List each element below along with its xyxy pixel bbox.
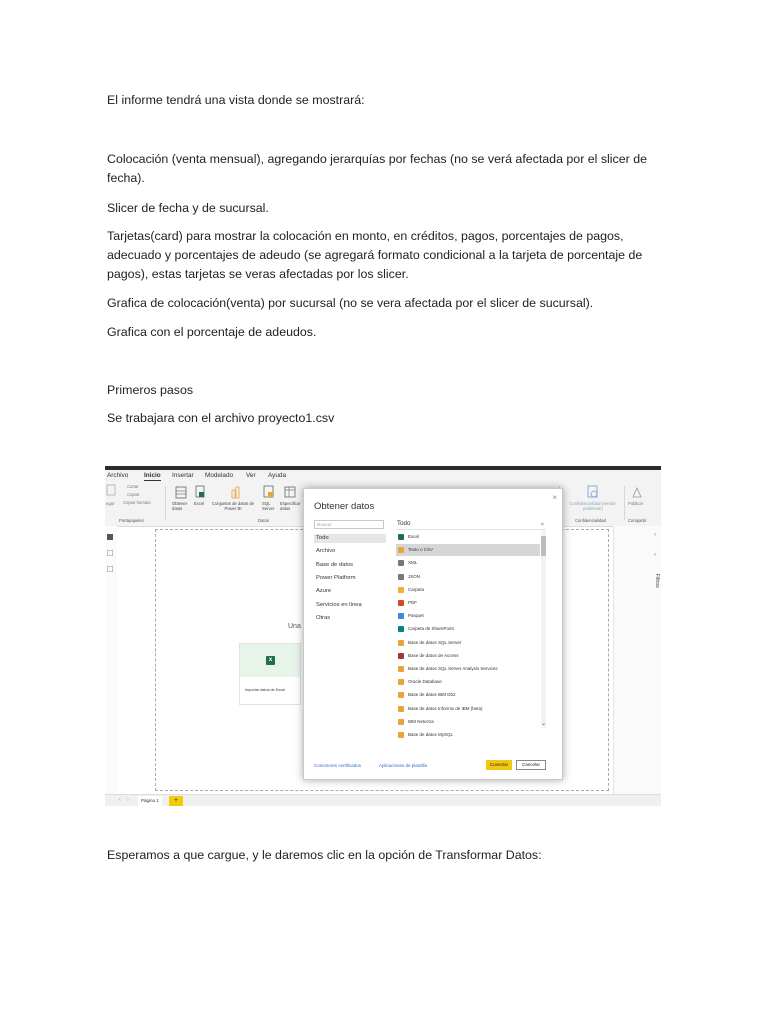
cut-button[interactable]: Cortar [127, 484, 139, 489]
paragraph-grafica-adeudos: Grafica con el porcentaje de adeudos. [107, 325, 317, 339]
sensitivity-icon[interactable] [587, 485, 599, 499]
excel-label[interactable]: Excel [194, 501, 205, 506]
expand-filters-icon[interactable]: ‹ [654, 552, 656, 558]
analysis-services-icon [398, 666, 404, 672]
category-item[interactable]: Azure [316, 588, 332, 595]
menu-modelado[interactable]: Modelado [205, 472, 234, 479]
sensitivity-group-label: Confidencialidad [575, 518, 606, 523]
column-header: Todo [397, 520, 411, 527]
data-source-item[interactable] [396, 597, 540, 609]
access-icon [398, 653, 404, 659]
data-source-item[interactable] [396, 623, 540, 635]
data-source-item[interactable] [396, 531, 540, 543]
category-item[interactable]: Todo [314, 534, 386, 543]
data-source-label: Excel [408, 534, 420, 539]
template-apps-link[interactable]: Aplicaciones de plantilla [379, 763, 428, 768]
powerbi-screenshot [105, 466, 661, 806]
data-source-label: Base de datos Informix de IBM (beta) [408, 705, 483, 711]
dialog-title: Obtener datos [314, 501, 375, 512]
share-group-label: Compartir [628, 518, 647, 523]
folder-icon [398, 587, 404, 593]
paragraph-grafica-sucursal: Grafica de colocación(venta) por sucursal (no se vera afectada por el slicer de sucursal). [107, 296, 594, 310]
paste-label: egar [106, 501, 115, 506]
database-icon [398, 692, 404, 698]
filters-label[interactable]: Filtros [654, 574, 660, 588]
page-tabs-bar [105, 794, 661, 806]
view-switcher [105, 526, 117, 796]
data-source-label: Carpeta [408, 586, 425, 592]
certified-connectors-link[interactable]: Conectores certificados [314, 763, 362, 768]
scroll-up-icon[interactable]: ^ [541, 523, 544, 529]
scrollbar-thumb[interactable] [541, 536, 546, 556]
data-source-item[interactable] [396, 703, 540, 715]
data-source-label: Base de datos SQL Server Analysis Services [408, 666, 498, 671]
get-data-label[interactable]: Obtener datos [172, 501, 188, 511]
data-source-item[interactable] [396, 716, 540, 728]
table-view-icon[interactable] [107, 550, 113, 556]
menu-bar [105, 470, 661, 482]
search-input[interactable]: Buscar [314, 520, 384, 529]
database-icon [398, 732, 404, 738]
enter-data-label[interactable]: Especificar datos [280, 501, 301, 511]
excel-ribbon-icon[interactable] [195, 485, 205, 499]
text-csv-icon [398, 547, 404, 553]
category-item[interactable]: Base de datos [316, 561, 354, 568]
prev-page-icon[interactable]: ‹ [119, 797, 121, 803]
data-source-label: Parquet [408, 613, 424, 619]
database-icon [398, 719, 404, 725]
publish-button[interactable]: Publicar [628, 501, 644, 506]
data-group-label: Datos [258, 518, 269, 523]
menu-ayuda[interactable]: Ayuda [268, 472, 287, 479]
paragraph-primeros-pasos: Primeros pasos [107, 383, 194, 397]
menu-archivo[interactable]: Archivo [107, 472, 129, 479]
format-painter-button[interactable]: Copiar formato [123, 500, 151, 505]
data-source-item[interactable] [396, 729, 540, 741]
connect-button[interactable]: Conectar [486, 760, 512, 770]
database-icon [398, 640, 404, 646]
menu-insertar[interactable]: Insertar [172, 472, 194, 479]
category-item[interactable]: Servicios en línea [316, 601, 362, 608]
scrollbar[interactable] [541, 523, 547, 728]
data-source-label: Texto o CSV [408, 547, 434, 553]
collapse-icon[interactable]: ‹ [654, 532, 656, 538]
data-source-label: Carpeta de SharePoint [408, 626, 454, 632]
category-item[interactable]: Power Platform [316, 574, 356, 581]
powerbi-datasets-icon[interactable] [230, 485, 242, 499]
pdf-icon [398, 600, 404, 606]
paragraph-colocacion: Colocación (venta mensual), agregando jerarquías por fechas (no se verá afectada por el slicer de fecha). [107, 152, 647, 185]
sql-server-label[interactable]: SQL Server [262, 501, 275, 511]
clipboard-group-label: Portapapeles [119, 518, 144, 523]
import-excel-label: Importar datos de Excel [245, 688, 286, 692]
data-source-item[interactable] [396, 584, 540, 596]
data-source-item[interactable] [396, 571, 540, 583]
scroll-down-icon[interactable]: ⌄ [541, 721, 547, 727]
cancel-button[interactable]: Cancelar [516, 760, 546, 770]
data-source-label: XML [408, 560, 418, 566]
add-page-button[interactable]: + [169, 796, 183, 806]
paragraph-archivo: Se trabajara con el archivo proyecto1.csv [107, 411, 335, 425]
data-source-label: PDF [408, 600, 417, 605]
next-page-icon[interactable]: › [127, 797, 129, 803]
paragraph-tarjetas: Tarjetas(card) para mostrar la colocación en monto, en créditos, pagos, porcentajes de pagos, adecuado y porcentajes de adeudo (se agregará formato condicional a la tarjeta de porcentaje de pagos), estas tarjetas se veras afectadas por los slicer. [107, 229, 643, 281]
page-tab[interactable]: Página 1 [138, 796, 162, 806]
menu-ver[interactable]: Ver [246, 472, 256, 479]
canvas-heading: Una [288, 623, 301, 630]
data-source-label: Base de datos de Access [408, 652, 459, 658]
enter-data-icon[interactable] [284, 485, 296, 499]
data-source-item[interactable] [396, 663, 540, 675]
paragraph-slicer: Slicer de fecha y de sucursal. [107, 201, 269, 215]
copy-button[interactable]: Copiar [127, 492, 140, 497]
filters-pane [613, 526, 661, 796]
publish-icon[interactable] [631, 485, 643, 499]
sql-server-icon[interactable] [263, 485, 275, 499]
paragraph-esperamos: Esperamos a que cargue, y le daremos clic en la opción de Transformar Datos: [107, 848, 542, 862]
powerbi-datasets-label[interactable]: Conjuntos de datos de Power BI [212, 501, 254, 511]
excel-icon: x [266, 656, 275, 665]
data-source-item[interactable] [396, 650, 540, 662]
sensitivity-button[interactable]: Confidencialidad (versión preliminar) [569, 501, 617, 511]
get-data-dialog [303, 488, 563, 780]
data-source-label: Oracle Database [408, 679, 442, 685]
database-icon [398, 706, 404, 712]
paragraph-intro: El informe tendrá una vista donde se mostrará: [107, 93, 365, 107]
data-source-label: Base de datos IBM Db2 [408, 692, 456, 698]
data-source-item[interactable] [396, 544, 540, 556]
sharepoint-icon [398, 626, 404, 632]
data-source-item[interactable] [396, 557, 540, 569]
data-source-item[interactable] [396, 676, 540, 688]
xml-icon [398, 560, 404, 566]
close-icon[interactable]: × [552, 493, 557, 502]
paste-icon[interactable] [106, 484, 116, 496]
database-icon [398, 679, 404, 685]
data-source-label: JSON [408, 573, 421, 579]
category-item[interactable]: Archivo [316, 548, 336, 555]
excel-icon [398, 534, 404, 540]
data-source-item[interactable] [396, 610, 540, 622]
json-icon [398, 574, 404, 580]
model-view-icon[interactable] [107, 566, 113, 572]
data-source-label: Base de datos MySQL [408, 732, 454, 737]
import-excel-card[interactable] [239, 643, 301, 705]
category-item[interactable]: Otras [316, 614, 331, 621]
data-source-item[interactable] [396, 637, 540, 649]
data-source-label: IBM Netezza [408, 718, 434, 724]
menu-inicio[interactable]: Inicio [144, 472, 161, 479]
report-view-icon[interactable] [107, 534, 113, 540]
data-source-label: Base de datos SQL Server [408, 639, 462, 645]
get-data-icon[interactable] [175, 485, 187, 499]
parquet-icon [398, 613, 404, 619]
data-source-item[interactable] [396, 689, 540, 701]
